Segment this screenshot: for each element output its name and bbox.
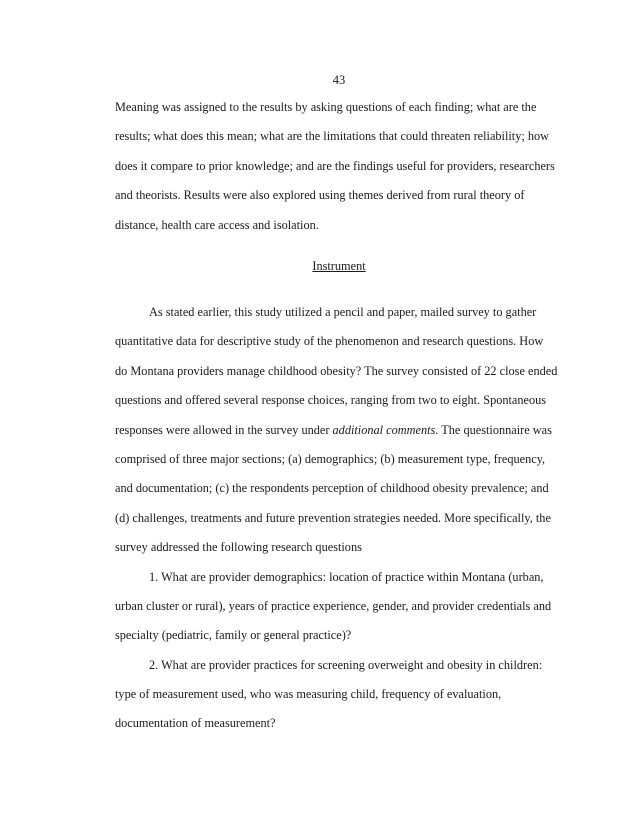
paragraph-line: specialty (pediatric, family or general practice)? [115,628,352,643]
paragraph-line: type of measurement used, who was measuring child, frequency of evaluation, [115,687,502,702]
research-question-2: 2. What are provider practices for screening overweight and obesity in children: [149,657,543,672]
paragraph-line: results; what does this mean; what are the limitations that could threaten reliability; how [115,129,550,144]
paragraph-line: (d) challenges, treatments and future prevention strategies needed. More specifically, the [115,510,551,525]
paragraph-line: distance, health care access and isolation. [115,217,319,232]
italic-term: additional comments. [332,422,439,437]
paragraph-line: comprised of three major sections; (a) demographics; (b) measurement type, frequency, [115,451,546,466]
paragraph-meaning [115,93,555,240]
paragraph-line: does it compare to prior knowledge; and are the findings useful for providers, researchers [115,158,555,173]
section-heading [0,259,638,274]
paragraph-line: quantitative data for descriptive study of the phenomenon and research questions. How [115,334,544,349]
paragraph-line-with-italic [115,416,555,445]
paragraph-line: urban cluster or rural), years of practice experience, gender, and provider credentials and [115,598,552,613]
paragraph-line: survey addressed the following research questions [115,540,362,555]
section-heading-text: Instrument [312,259,366,273]
paragraph-line: do Montana providers manage childhood obesity? The survey consisted of 22 close ended [115,363,558,378]
paragraph-line: and documentation; (c) the respondents perception of childhood obesity prevalence; and [115,481,549,496]
paragraph-instrument [115,298,558,739]
paragraph-line: questions and offered several response choices, ranging from two to eight. Spontaneous [115,393,547,408]
paragraph-line: As stated earlier, this study utilized a pencil and paper, mailed survey to gather [149,305,537,319]
line-text: The questionnaire was [438,422,552,437]
paragraph-line: Meaning was assigned to the results by asking questions of each finding; what are the [115,100,537,114]
paragraph-line: and theorists. Results were also explored using themes derived from rural theory of [115,188,525,203]
page-number: 43 [332,73,346,87]
line-text: responses were allowed in the survey under [115,422,333,437]
research-question-1: 1. What are provider demographics: location of practice within Montana (urban, [149,569,544,584]
paragraph-line: documentation of measurement? [115,716,276,731]
